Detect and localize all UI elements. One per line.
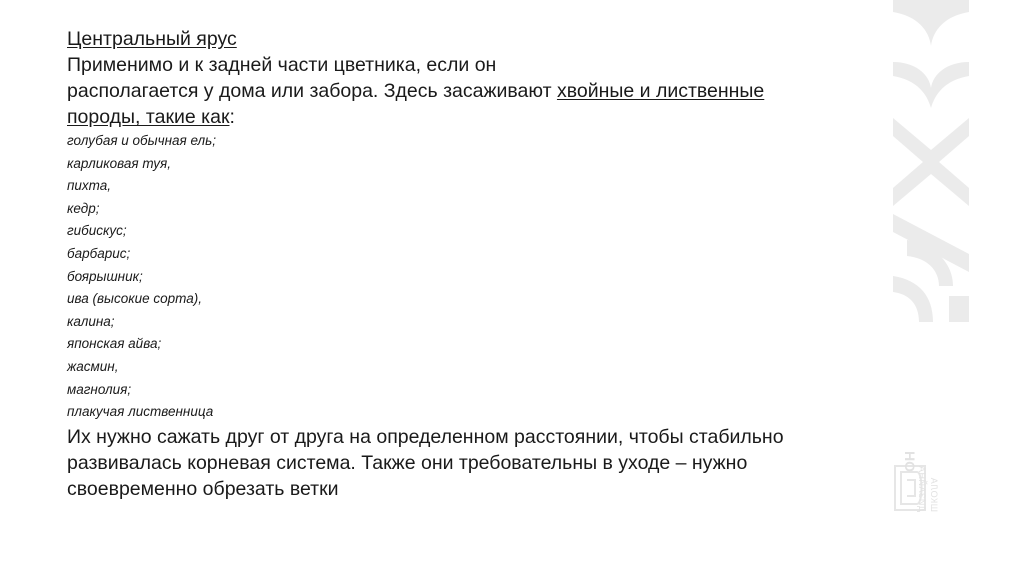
intro-line-3-colon: : bbox=[229, 106, 235, 128]
conifers-link[interactable]: хвойные и лиственные bbox=[556, 80, 765, 102]
list-item: барбарис; bbox=[67, 245, 131, 261]
badge-line-1: ШКОЛА bbox=[929, 477, 939, 512]
list-item: боярышник; bbox=[67, 268, 143, 284]
badge-line-3: ОН bbox=[902, 451, 918, 472]
plant-list bbox=[67, 130, 867, 424]
school-badge bbox=[893, 432, 951, 512]
slide-text-block bbox=[67, 26, 867, 502]
list-item: жасмин, bbox=[67, 358, 119, 374]
intro-line-2-text: располагается у дома или забора. Здесь засаживают bbox=[67, 80, 557, 102]
list-item: гибискус; bbox=[67, 223, 127, 239]
intro-line-3 bbox=[67, 104, 867, 130]
brand-pattern-logo bbox=[893, 0, 969, 322]
badge-line-2: ДИЗАЙНА bbox=[917, 465, 927, 512]
closing-line-3: своевременно обрезать ветки bbox=[67, 477, 339, 500]
closing-line-1: Их нужно сажать друг от друга на определенном расстоянии, чтобы стабильно bbox=[67, 425, 784, 448]
list-item: карликовая туя, bbox=[67, 155, 171, 171]
list-item: кедр; bbox=[67, 200, 100, 216]
species-link[interactable]: породы, такие как bbox=[67, 106, 230, 128]
list-item: японская айва; bbox=[67, 336, 162, 352]
section-heading: Центральный ярус bbox=[67, 28, 237, 50]
intro-line-2 bbox=[67, 78, 867, 104]
list-item: магнолия; bbox=[67, 381, 132, 397]
list-item: пихта, bbox=[67, 178, 112, 194]
list-item: плакучая лиственница bbox=[67, 404, 214, 420]
list-item: голубая и обычная ель; bbox=[67, 133, 216, 148]
list-item: ива (высокие сорта), bbox=[67, 291, 203, 307]
intro-line-1: Применимо и к задней части цветника, если он bbox=[67, 54, 497, 76]
closing-line-2: развивалась корневая система. Также они требовательны в уходе – нужно bbox=[67, 451, 748, 474]
list-item: калина; bbox=[67, 313, 115, 329]
